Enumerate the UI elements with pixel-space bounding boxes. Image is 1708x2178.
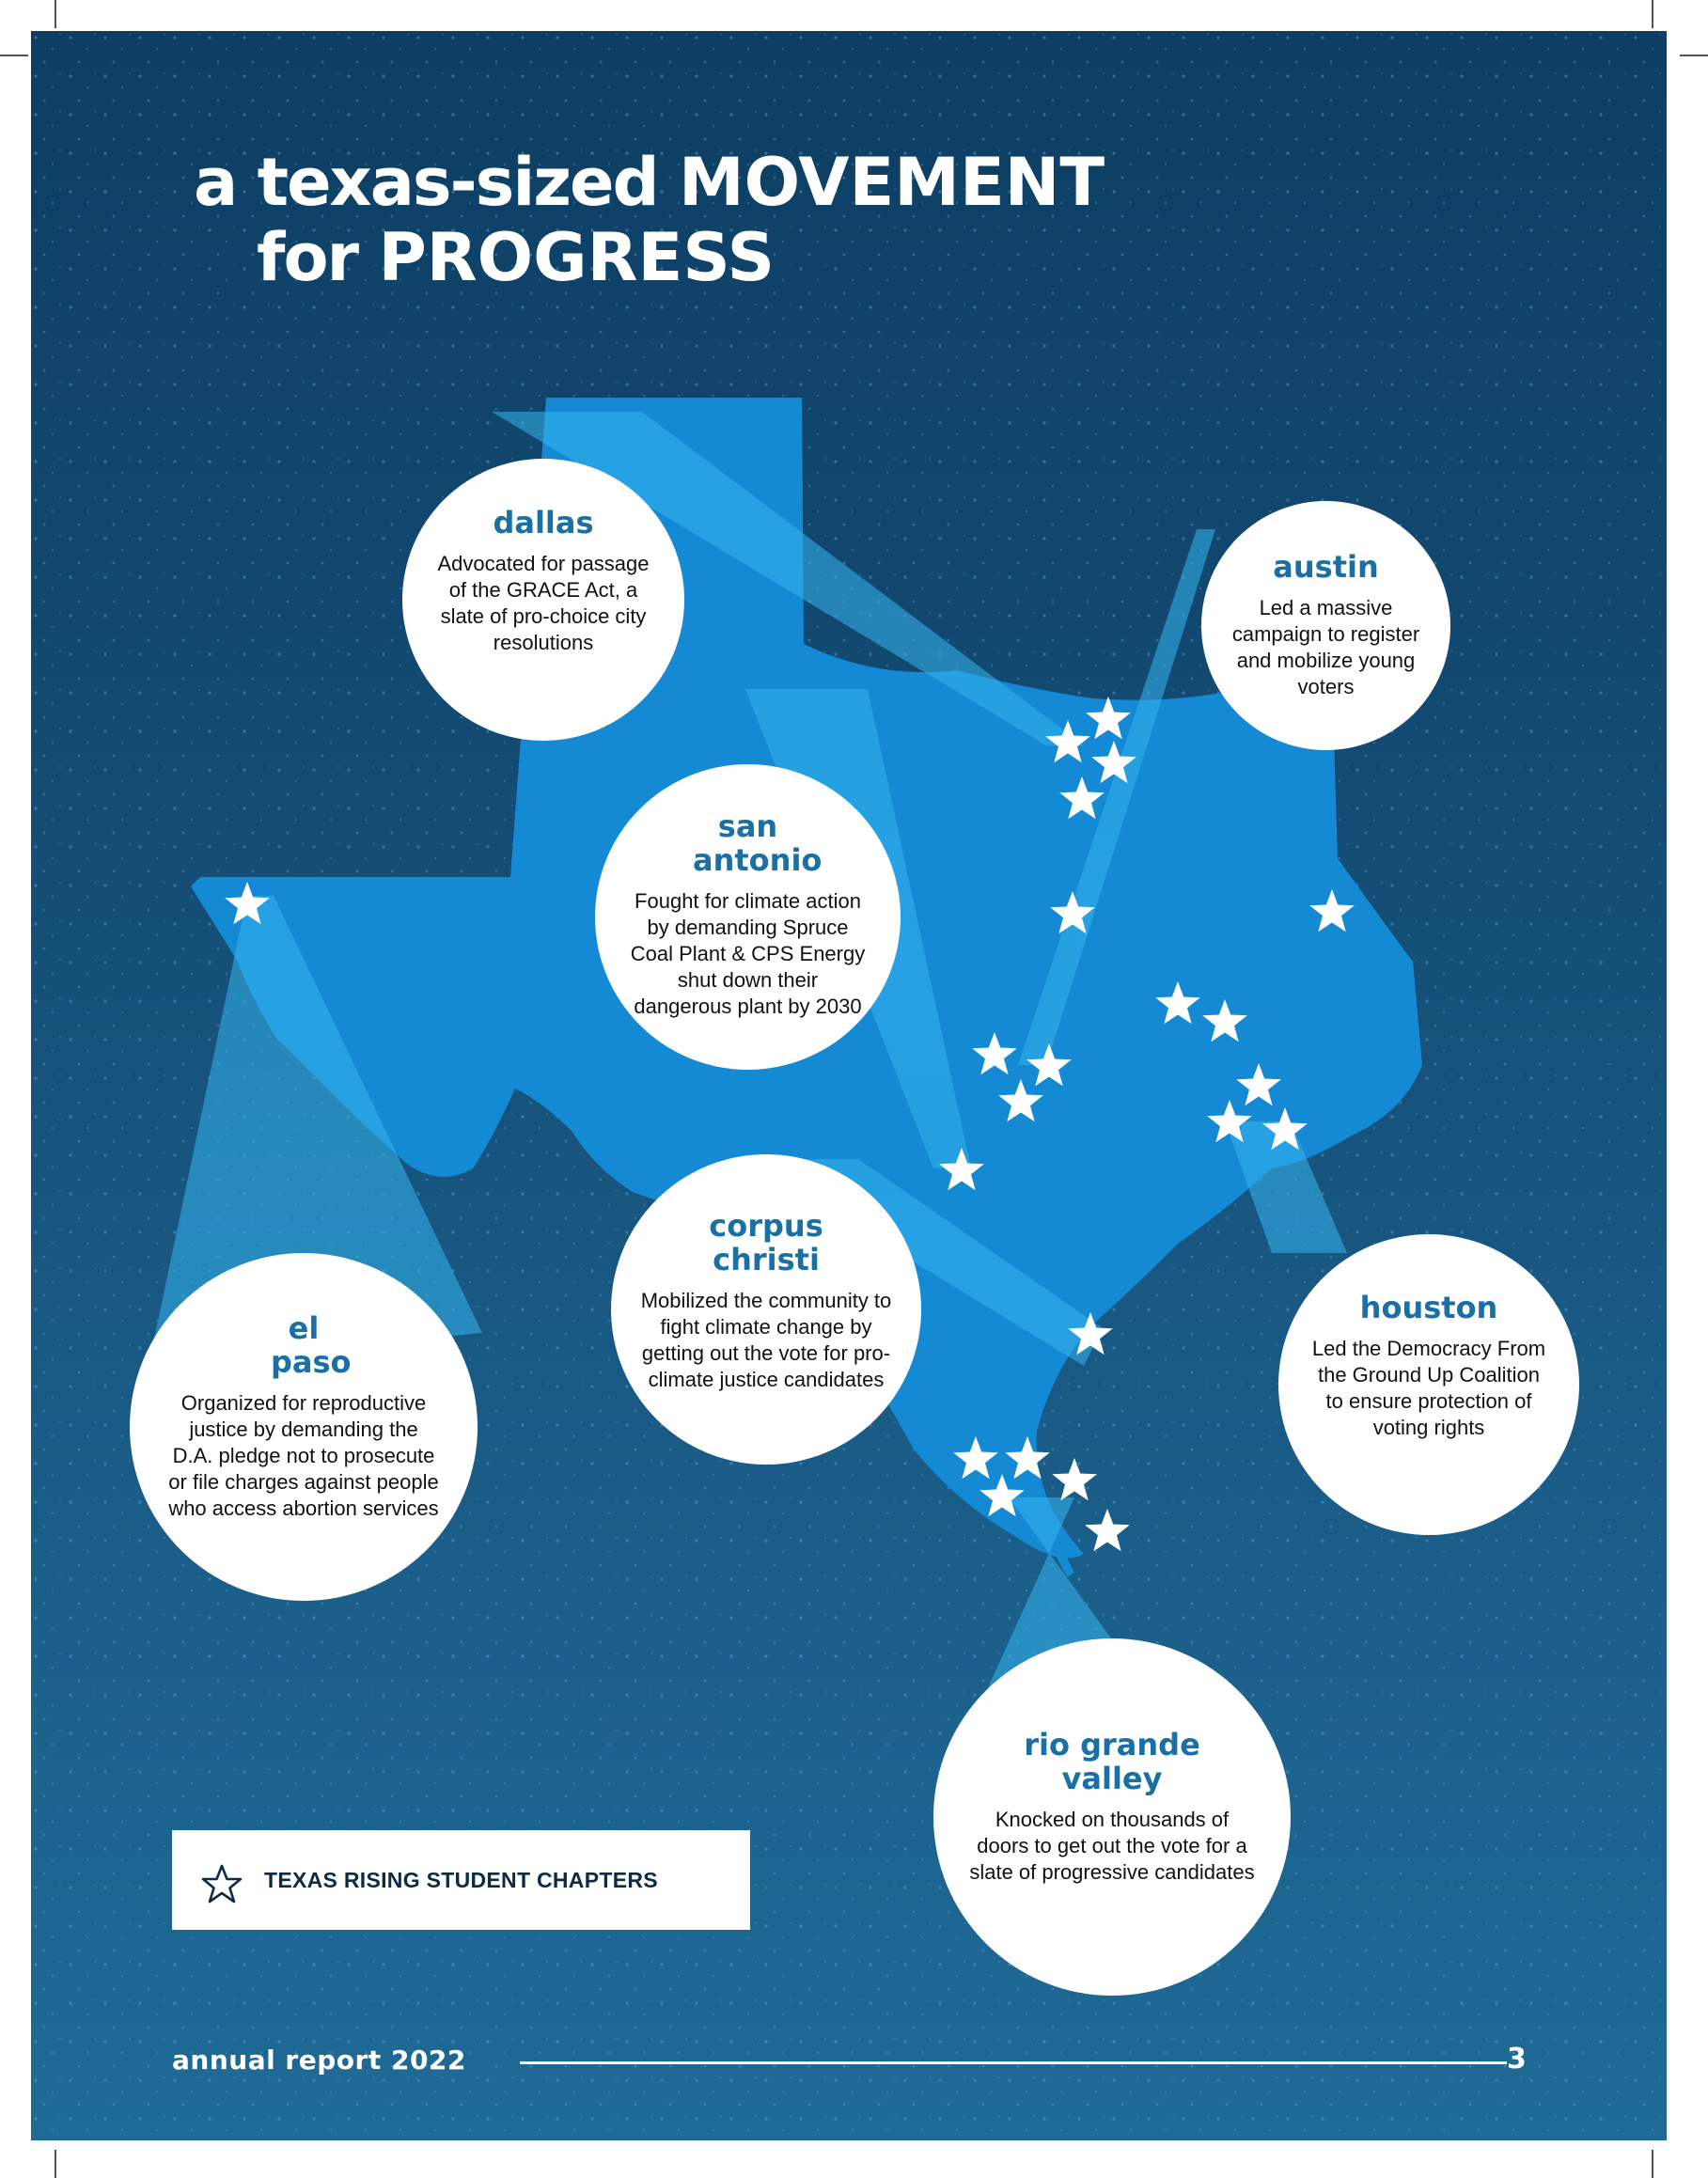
chapter-bubble-dallas bbox=[402, 459, 684, 741]
chapter-city: houston bbox=[1359, 1290, 1498, 1325]
star-outline-icon bbox=[200, 1864, 243, 1905]
crop-mark bbox=[0, 55, 28, 56]
chapter-description: Led a massive campaign to register and mobilize young voters bbox=[1231, 596, 1420, 698]
page-title-line-2 bbox=[257, 219, 775, 296]
chapter-city: san antonio bbox=[693, 808, 823, 878]
title-emphasis: MOVEMENT bbox=[679, 144, 1105, 221]
chapter-city: rio grande valley bbox=[1024, 1727, 1200, 1796]
title-prefix: a texas-sized bbox=[194, 144, 680, 221]
texas-map bbox=[31, 31, 1667, 2140]
crop-mark bbox=[1652, 2150, 1653, 2178]
map-legend bbox=[172, 1830, 750, 1930]
page-number: 3 bbox=[1507, 2043, 1527, 2076]
page bbox=[31, 31, 1667, 2140]
chapter-city: el paso bbox=[271, 1310, 352, 1380]
crop-mark bbox=[1652, 0, 1653, 28]
crop-mark bbox=[55, 0, 56, 28]
title-prefix: for bbox=[257, 219, 379, 296]
chapter-bubble-austin bbox=[1201, 501, 1450, 750]
chapter-city: austin bbox=[1273, 549, 1379, 585]
chapter-city: corpus christi bbox=[709, 1208, 823, 1277]
chapter-bubble-houston bbox=[1278, 1234, 1579, 1535]
chapter-bubble-el-paso bbox=[130, 1253, 478, 1601]
chapter-description: Fought for climate action by demanding Spruce Coal Plant & CPS Energy shut down their dangerous plant by 2030 bbox=[630, 889, 866, 1018]
chapter-description: Mobilized the community to fight climate change by getting out the vote for pro-climate justice candidates bbox=[640, 1289, 892, 1391]
chapter-description: Organized for reproductive justice by demanding the D.A. pledge not to prosecute or file charges against people who access abortion services bbox=[168, 1391, 439, 1520]
chapter-description: Advocated for passage of the GRACE Act, a slate of pro-choice city resolutions bbox=[437, 552, 650, 654]
crop-mark bbox=[55, 2150, 56, 2178]
chapter-bubble-rio-grande-valley bbox=[933, 1638, 1291, 1996]
legend-label: TEXAS RISING STUDENT CHAPTERS bbox=[264, 1868, 658, 1892]
chapter-bubble-san-antonio bbox=[595, 764, 901, 1070]
chapter-city: dallas bbox=[493, 505, 594, 541]
page-title-line-1 bbox=[194, 144, 1105, 221]
footer-report-label: annual report 2022 bbox=[172, 2045, 466, 2076]
title-emphasis: PROGRESS bbox=[378, 219, 776, 296]
chapter-description: Led the Democracy From the Ground Up Coalition to ensure protection of voting rights bbox=[1311, 1337, 1546, 1439]
chapter-bubble-corpus-christi bbox=[611, 1154, 921, 1465]
chapter-description: Knocked on thousands of doors to get out the vote for a slate of progressive candidates bbox=[969, 1808, 1255, 1884]
footer-divider bbox=[520, 2061, 1507, 2064]
crop-mark bbox=[1680, 55, 1708, 56]
